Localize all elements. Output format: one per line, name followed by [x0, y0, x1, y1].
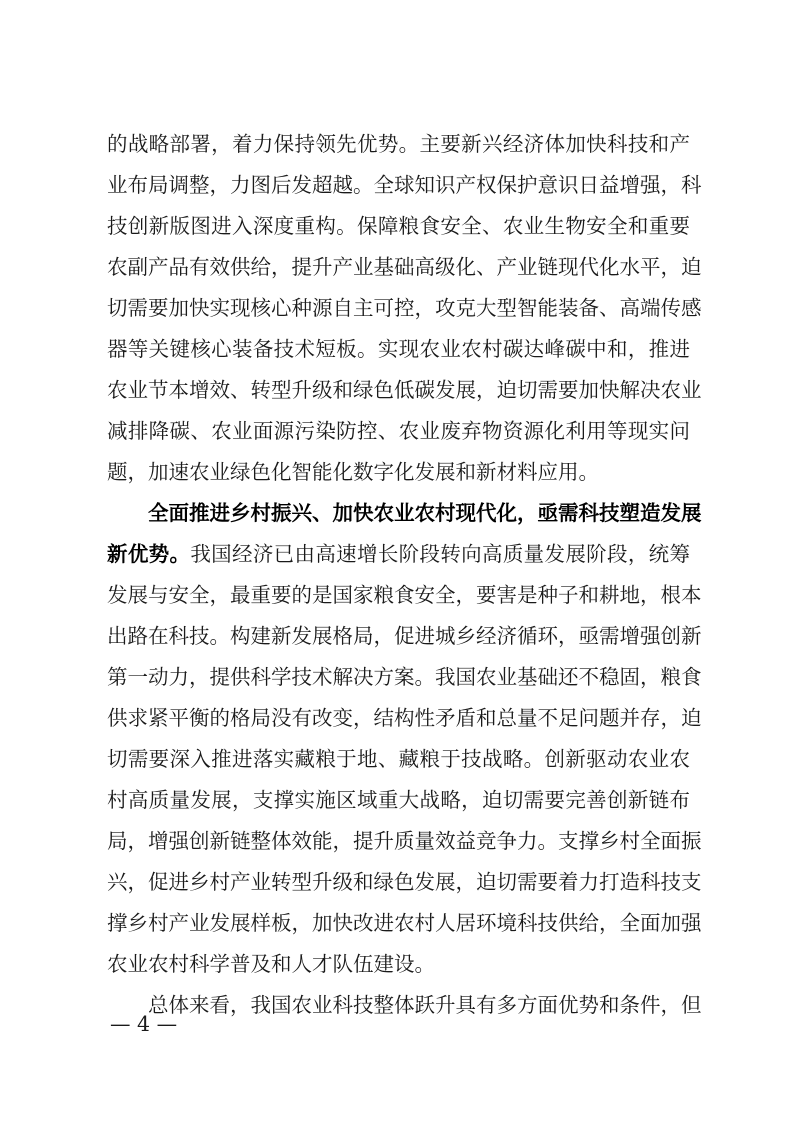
- paragraph-2-line-8: 村高质量发展，支撑实施区域重大战略，迫切需要完善创新链布: [107, 788, 690, 812]
- paragraph-2-line-7: 切需要深入推进落实藏粮于地、藏粮于技战略。创新驱动农业农: [107, 747, 690, 771]
- paragraph-1-line-2: 业布局调整，力图后发超越。全球知识产权保护意识日益增强，科: [107, 173, 702, 197]
- paragraph-2-line-11: 撑乡村产业发展样板，加快改进农村人居环境科技供给，全面加强: [107, 911, 702, 935]
- paragraph-1-line-9: 题，加速农业绿色化智能化数字化发展和新材料应用。: [107, 460, 599, 484]
- paragraph-1-line-8: 减排降碳、农业面源污染防控、农业废弃物资源化利用等现实问: [107, 419, 690, 443]
- paragraph-2-line-12: 农业农村科学普及和人才队伍建设。: [107, 952, 435, 976]
- paragraph-2-line-6: 供求紧平衡的格局没有改变，结构性矛盾和总量不足问题并存，迫: [107, 706, 702, 730]
- paragraph-3-line-1: 总体来看，我国农业科技整体跃升具有多方面优势和条件，但: [148, 993, 702, 1017]
- paragraph-2-line-5: 第一动力，提供科学技术解决方案。我国农业基础还不稳固，粮食: [107, 665, 702, 689]
- paragraph-2-line-2-text: 我国经济已由高速增长阶段转向高质量发展阶段，统筹: [190, 542, 691, 566]
- paragraph-2-line-2: [107, 534, 690, 574]
- paragraph-1-line-5: 切需要加快实现核心种源自主可控，攻克大型智能装备、高端传感: [107, 296, 702, 320]
- paragraph-2-line-9: 局，增强创新链整体效能，提升质量效益竞争力。支撑乡村全面振: [107, 829, 702, 853]
- paragraph-1-line-7: 农业节本增效、转型升级和绿色低碳发展，迫切需要加快解决农业: [107, 378, 702, 402]
- paragraph-2-line-3: 发展与安全，最重要的是国家粮食安全，要害是种子和耕地，根本: [107, 583, 702, 607]
- paragraph-2-heading-end: 新优势。: [107, 542, 191, 566]
- paragraph-1-line-3: 技创新版图进入深度重构。保障粮食安全、农业生物安全和重要: [107, 214, 690, 238]
- paragraph-2-line-4: 出路在科技。构建新发展格局，促进城乡经济循环，亟需增强创新: [107, 624, 702, 648]
- page-number: — 4 —: [110, 1012, 178, 1036]
- paragraph-2-line-10: 兴，促进乡村产业转型升级和绿色发展，迫切需要着力打造科技支: [107, 870, 702, 894]
- paragraph-1-line-1: 的战略部署，着力保持领先优势。主要新兴经济体加快科技和产: [107, 132, 690, 156]
- paragraph-2-heading: 全面推进乡村振兴、加快农业农村现代化，亟需科技塑造发展: [148, 501, 702, 525]
- paragraph-1-line-6: 器等关键核心装备技术短板。实现农业农村碳达峰碳中和，推进: [107, 337, 690, 361]
- paragraph-1-line-4: 农副产品有效供给，提升产业基础高级化、产业链现代化水平，迫: [107, 255, 702, 279]
